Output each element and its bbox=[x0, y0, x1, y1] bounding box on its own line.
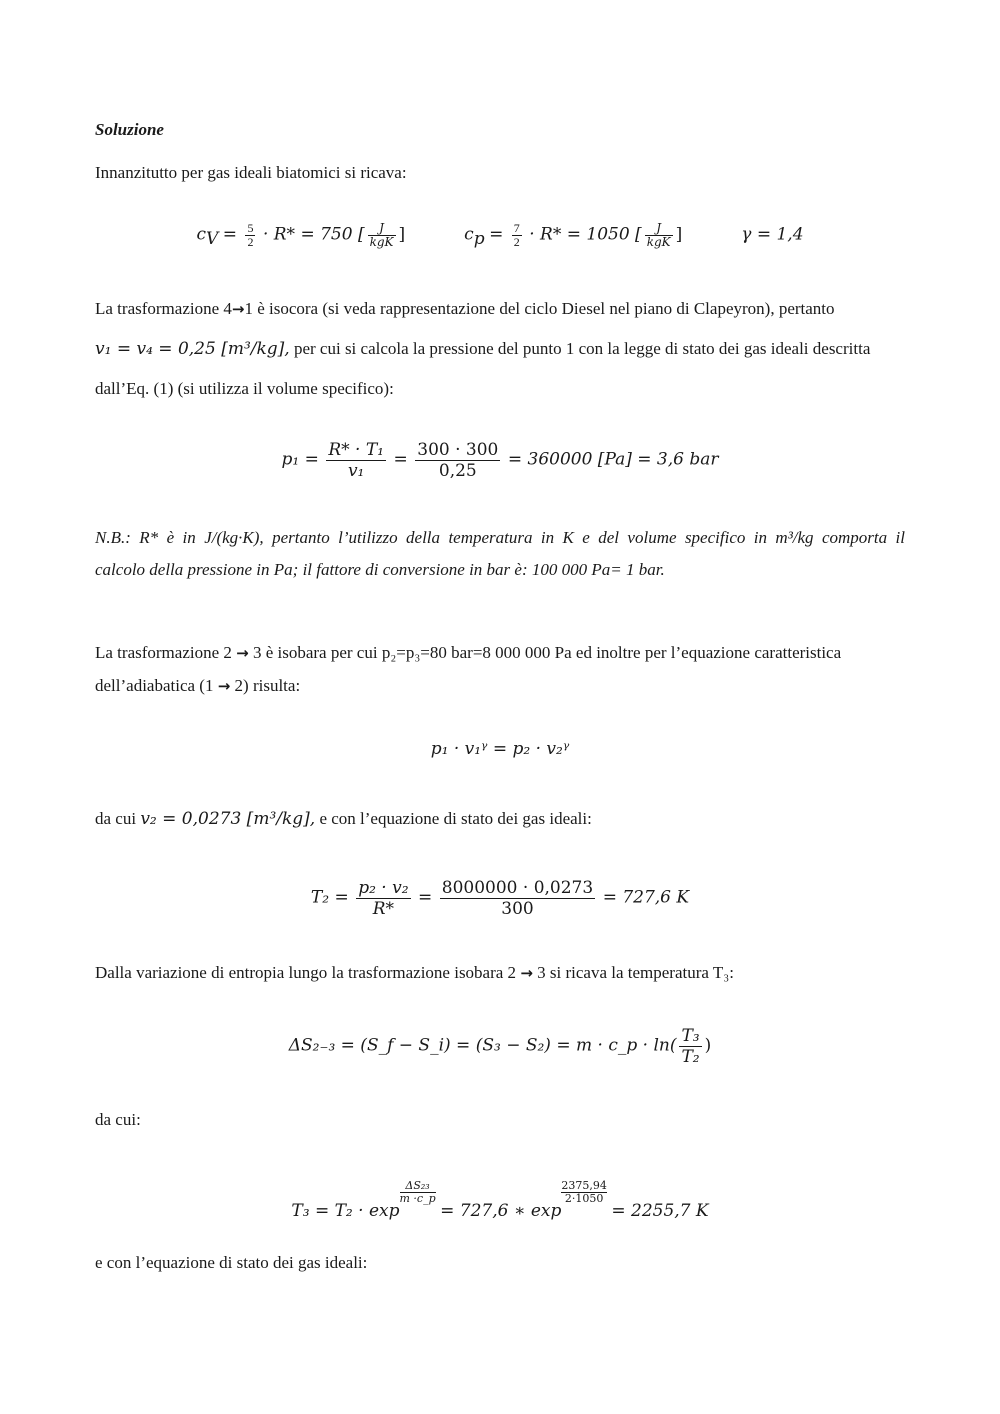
v2-math: v₂ = 0,0273 [m³/kg], bbox=[140, 809, 316, 829]
t2-fraction-1: $\frac{\text{p₂ · v₂}}{R*}$ bbox=[358, 878, 409, 919]
isobaric-line-2: dell’adiabatica (1 → 2) risulta: bbox=[95, 676, 301, 695]
isochoric-line-2: v₁ = v₄ = 0,25 [m³/kg], per cui si calcola la pressione del punto 1 con la legge di stato dei gas ideali descritta bbox=[95, 339, 871, 359]
t2-fraction-2: $\frac{8000000 \cdot 0,0273}{300}$ bbox=[441, 878, 594, 919]
t3-exponent-1: $\frac{\text{ΔS₂₃}}{m \cdot c\_p}$ bbox=[399, 1179, 436, 1205]
cp-coefficient: $\frac{7}{2}$ bbox=[513, 221, 520, 249]
cv-lhs-sub: V bbox=[206, 229, 219, 250]
section-heading: Soluzione bbox=[95, 120, 164, 139]
cv-rhs: · R* = 750 [ bbox=[262, 224, 365, 245]
nb-note-line-2: calcolo della pressione in Pa; il fattore di conversione in bar è: 100 000 Pa= 1 bar. bbox=[95, 560, 665, 579]
nb-note-line-1: N.B.: R* è in J/(kg·K), pertanto l’utilizzo della temperatura in K e del volume specifico in m³/kg comporta il bbox=[95, 528, 905, 547]
cp-lhs-sub: p bbox=[473, 229, 485, 250]
temperature-t3-equation: T₃ = T₂ · exp $\frac{\text{ΔS₂₃}}{m \cdot c\_p}$ = 727,6 ∗ exp $\frac{2375,94}{2\cdot 1050}$ = 2255,7 K bbox=[291, 1179, 709, 1221]
cv-lhs: c bbox=[196, 224, 206, 245]
v2-line: da cui v₂ = 0,0273 [m³/kg], e con l’equazione di stato dei gas ideali: bbox=[95, 809, 592, 829]
ds-fraction: $\frac{\text{T₃}}{\text{T₂}}$ bbox=[681, 1026, 700, 1067]
pressure-p1-equation: p₁ = $\frac{\text{R* · T₁}}{\text{v₁}}$ = $\frac{300 \cdot 300}{0,25}$ = 360000 [Pa] = 3,6 bar bbox=[281, 440, 719, 481]
da-cui-line: da cui: bbox=[95, 1110, 141, 1129]
temperature-t2-equation: T₂ = $\frac{\text{p₂ · v₂}}{R*}$ = $\frac{8000000 \cdot 0,0273}{300}$ = 727,6 K bbox=[310, 878, 690, 919]
isochoric-line-3: dall’Eq. (1) (si utilizza il volume specifico): bbox=[95, 379, 394, 398]
gamma-equation: γ = 1,4 bbox=[741, 224, 804, 245]
cp-rhs: · R* = 1050 [ bbox=[529, 224, 642, 245]
arrow-right-icon: → bbox=[217, 677, 231, 695]
p1-fraction-1: $\frac{\text{R* · T₁}}{\text{v₁}}$ bbox=[328, 440, 384, 481]
entropy-line: Dalla variazione di entropia lungo la trasformazione isobara 2 → 3 si ricava la temperatura T₃: bbox=[95, 963, 734, 982]
cp-lhs: c bbox=[464, 224, 474, 245]
isochoric-line-1: La trasformazione 4→1 è isocora (si veda rappresentazione del ciclo Diesel nel piano di Clapeyron), pertanto bbox=[95, 299, 835, 318]
cp-unit: $\frac{J}{\text{kgK}}$ bbox=[646, 221, 671, 249]
arrow-right-icon: → bbox=[520, 964, 533, 982]
t3-exponent-2: $\frac{2375,94}{2\cdot 1050}$ bbox=[561, 1179, 607, 1205]
cv-coefficient: $\frac{5}{2}$ bbox=[247, 221, 254, 249]
entropy-equation: ΔS₂₋₃ = (S_f − S_i) = (S₃ − S₂) = m · c_p · ln( $\frac{\text{T₃}}{\text{T₂}}$ ) bbox=[288, 1026, 712, 1067]
final-line: e con l’equazione di stato dei gas ideali: bbox=[95, 1253, 368, 1272]
intro-paragraph: Innanzitutto per gas ideali biatomici si ricava: bbox=[95, 163, 407, 182]
arrow-right-icon: → bbox=[236, 644, 249, 662]
cv-unit: $\frac{J}{\text{kgK}}$ bbox=[369, 221, 394, 249]
adiabatic-equation: p₁ · v₁ᵞ = p₂ · v₂ᵞ bbox=[430, 739, 570, 759]
heat-capacity-equations: $c_V$ = $\frac{5}{2}$ · R* = 750 [ $\frac{J}{\text{kgK}}$ ] $c_p$ = $\frac{7}{2}$ · R* = 1050 [ $\frac{J}{\text{kgK}}$ ] γ = 1,4 bbox=[196, 221, 804, 250]
arrow-right-icon: → bbox=[231, 300, 245, 318]
isobaric-line-1: La trasformazione 2 → 3 è isobara per cui p₂=p₃=80 bar=8 000 000 Pa ed inoltre per l’equazione caratteristica bbox=[95, 643, 842, 662]
v1-v4-math: v₁ = v₄ = 0,25 [m³/kg], bbox=[95, 339, 290, 359]
p1-fraction-2: $\frac{300 \cdot 300}{0,25}$ bbox=[417, 440, 499, 481]
